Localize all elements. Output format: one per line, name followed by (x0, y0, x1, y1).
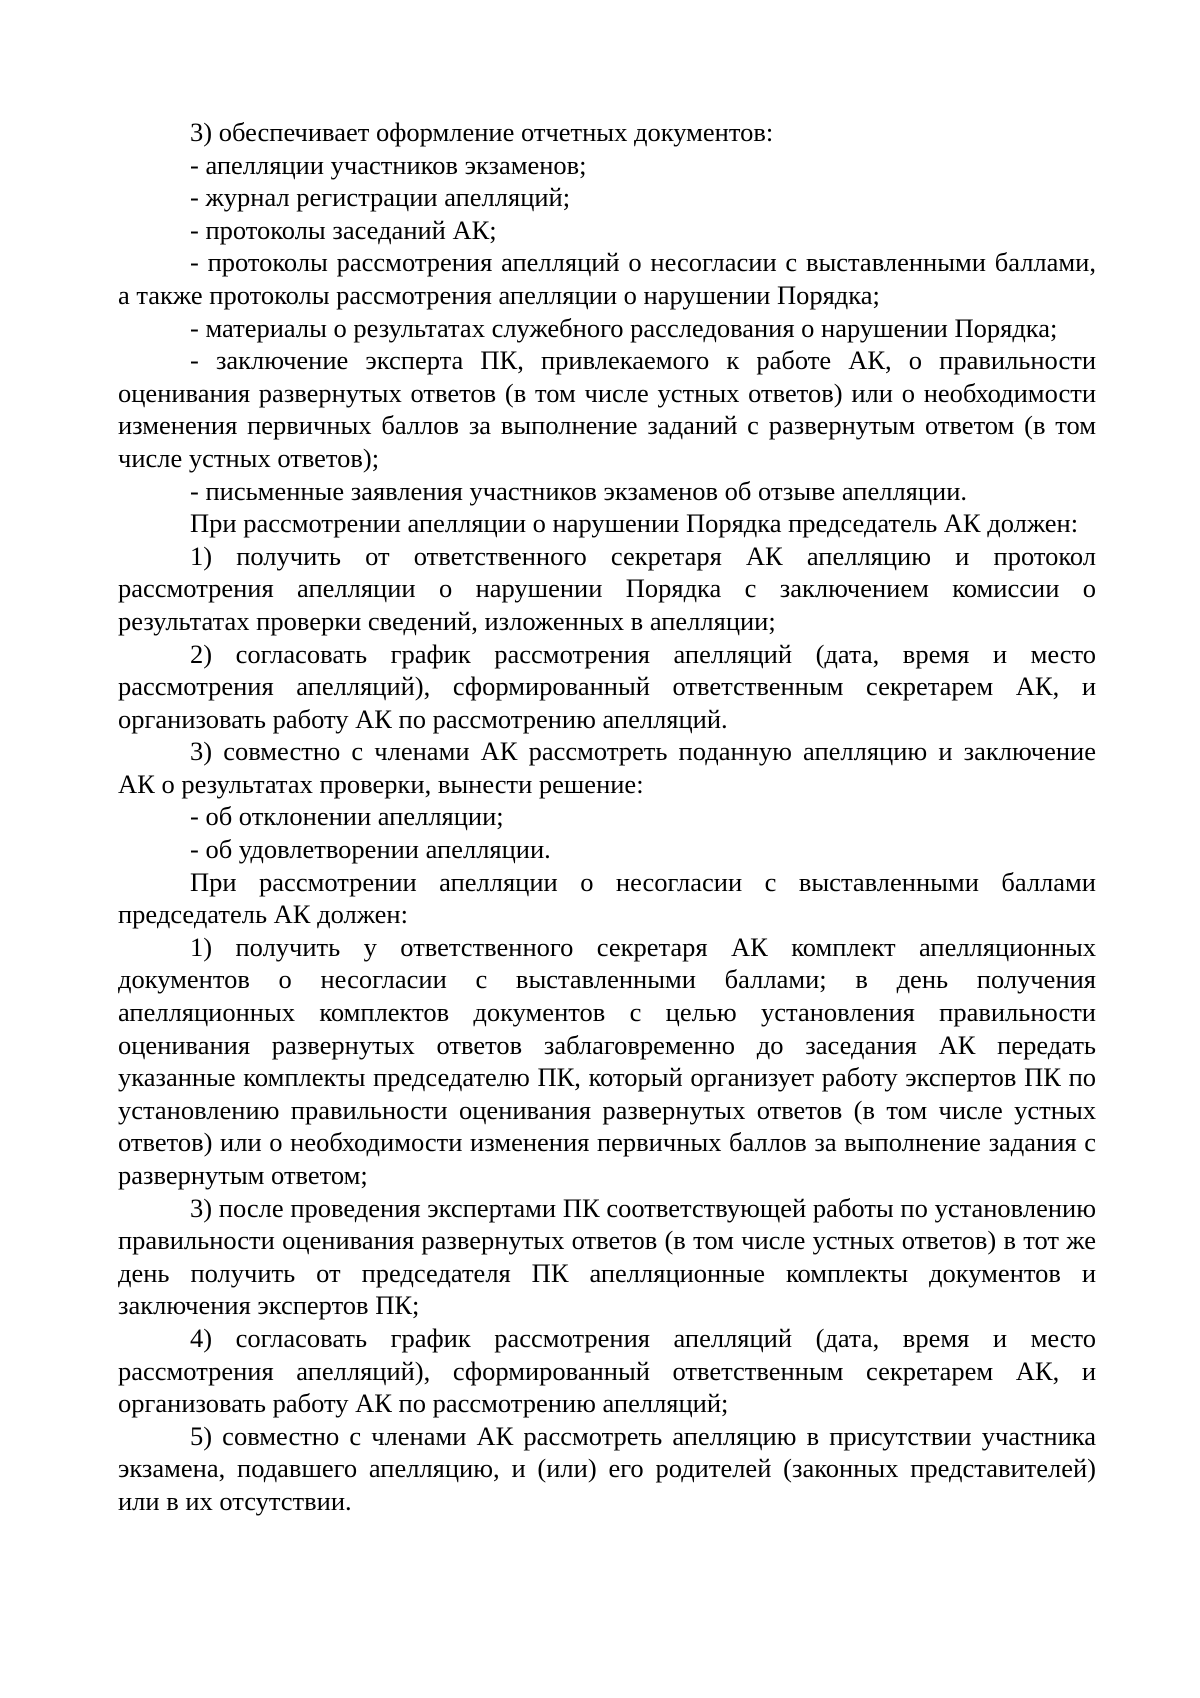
paragraph-8: - письменные заявления участников экзаменов об отзыве апелляции. (190, 475, 968, 506)
paragraph-14: - об удовлетворении апелляции. (190, 834, 551, 865)
paragraph-15: При рассмотрении апелляции о несогласии с выставленными баллами председатель АК должен: (118, 866, 1096, 930)
paragraph-1: 3) обеспечивает оформление отчетных документов: (190, 117, 774, 147)
paragraph-2: - апелляции участников экзаменов; (190, 149, 587, 180)
paragraph-7: - заключение эксперта ПК, привлекаемого к работе АК, о правильности оценивания развернутых ответов (в том числе устных ответов) или о необходимости изменения первичных баллов за выполнение заданий с развернутым ответом (в том числе устных ответов); (118, 345, 1096, 473)
paragraph-5: - протоколы рассмотрения апелляций о несогласии с выставленными баллами, а также протоколы рассмотрения апелляции о нарушении Порядка; (118, 247, 1096, 310)
paragraph-10: 1) получить от ответственного секретаря АК апелляцию и протокол рассмотрения апелляции о нарушении Порядка с заключением комиссии о результатах проверки сведений, изложенных в апелляции; (118, 540, 1096, 636)
paragraph-13: - об отклонении апелляции; (190, 801, 504, 832)
paragraph-17: 3) после проведения экспертами ПК соответствующей работы по установлению правильности оценивания развернутых ответов (в том числе устных ответов) в тот же день получить от председателя ПК апелляционные комплекты документов и заключения экспертов ПК; (118, 1192, 1096, 1321)
paragraph-3: - журнал регистрации апелляций; (190, 182, 571, 213)
paragraph-16: 1) получить у ответственного секретаря АК комплект апелляционных документов о несогласии с выставленными баллами; в день получения апелляционных комплектов документов с целью установления правильности оценивания развернутых ответов заблаговременно до заседания АК передать указанные комплекты председателю ПК, который организует работу экспертов ПК по установлению правильности оценивания развернутых ответов (в том числе устных ответов) или о необходимости изменения первичных баллов за выполнение задания с развернутым ответом; (118, 931, 1096, 1190)
paragraph-4: - протоколы заседаний АК; (190, 214, 497, 245)
paragraph-11: 2) согласовать график рассмотрения апелляций (дата, время и место рассмотрения апелляций), сформированный ответственным секретарем АК, и организовать работу АК по рассмотрению апелляций. (118, 638, 1096, 734)
paragraph-19: 5) совместно с членами АК рассмотреть апелляцию в присутствии участника экзамена, подавшего апелляцию, и (или) его родителей (законных представителей) или в их отсутствии. (118, 1420, 1096, 1516)
document-body (118, 116, 1096, 1518)
paragraph-18: 4) согласовать график рассмотрения апелляций (дата, время и место рассмотрения апелляций), сформированный ответственным секретарем АК, и организовать работу АК по рассмотрению апелляций; (118, 1322, 1096, 1419)
paragraph-12: 3) совместно с членами АК рассмотреть поданную апелляцию и заключение АК о результатах проверки, вынести решение: (118, 736, 1096, 799)
paragraph-6: - материалы о результатах служебного расследования о нарушении Порядка; (190, 312, 1058, 343)
paragraph-9: При рассмотрении апелляции о нарушении Порядка председатель АК должен: (190, 508, 1079, 539)
